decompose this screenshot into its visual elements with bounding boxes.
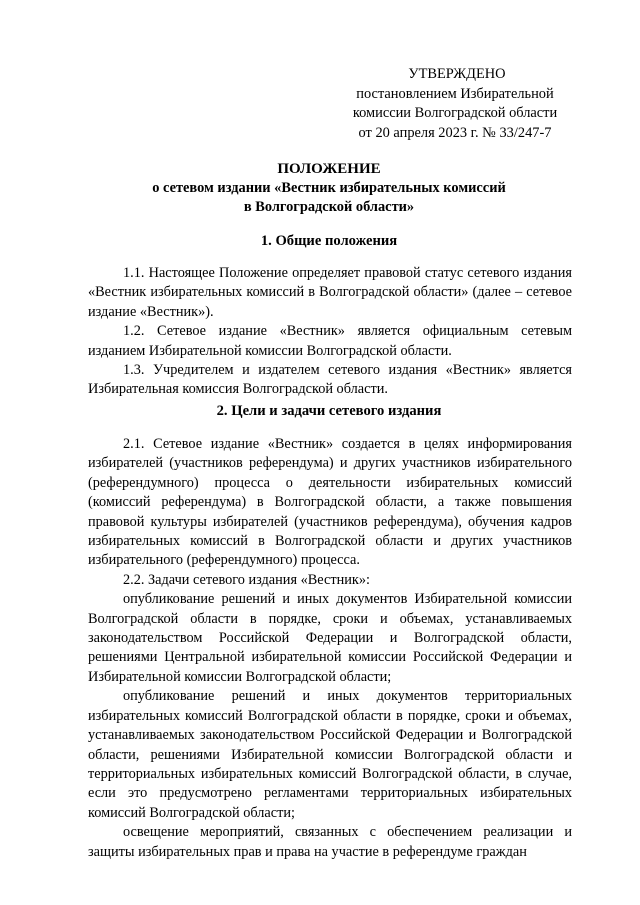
document-title-sub2: в Волгоградской области» — [243, 199, 415, 215]
paragraph-2-2: 2.2. Задачи сетевого издания «Вестник»: — [123, 571, 370, 588]
document-title-sub1: о сетевом издании «Вестник избирательных комиссий — [152, 180, 506, 196]
approval-line-commission: комиссии Волгоградской области — [352, 105, 558, 121]
section-1-heading: 1. Общие положения — [260, 233, 398, 249]
document-title-main: ПОЛОЖЕНИЕ — [277, 161, 381, 177]
approval-line-resolution: постановлением Избирательной — [356, 85, 554, 102]
paragraph-1-1: 1.1. Настоящее Положение определяет правовой статус сетевого издания «Вестник избирательных комиссий в Волгоградской области» (далее – сетевое издание «Вестник»). — [88, 265, 572, 320]
section-2-body — [88, 435, 572, 862]
paragraph-1-2: 1.2. Сетевое издание «Вестник» является официальным сетевым изданием Избирательной комиссии Волгоградской области. — [88, 323, 572, 359]
document-title — [88, 160, 570, 217]
section-2-heading: 2. Цели и задачи сетевого издания — [216, 403, 442, 419]
approval-line-approved: УТВЕРЖДЕНО — [408, 66, 506, 82]
paragraph-1-3: 1.3. Учредителем и издателем сетевого издания «Вестник» является Избирательная комиссия Волгоградской области. — [88, 362, 572, 398]
paragraph-2-2-item-2: опубликование решений и иных документов территориальных избирательных комиссий Волгоградской области в порядке, сроки и объемах, устанавливаемых законодательством Российской Федерации и Волгоградской области, решениями Избирательной комиссии Волгоградской области и территориальных избирательных комиссий Волгоградской области, в случае, если это предусмотрено регламентами территориальных избирательных комиссий Волгоградской области; — [88, 688, 572, 821]
paragraph-2-2-item-1: опубликование решений и иных документов Избирательной комиссии Волгоградской области в порядке, сроки и объемах, устанавливаемых законодательством Российской Федерации и Волгоградской области, решениями Центральной избирательной комиссии Российской Федерации и Избирательной комиссии Волгоградской области; — [88, 591, 572, 685]
paragraph-2-2-item-3: освещение мероприятий, связанных с обеспечением реализации и защиты избирательных прав и права на участие в референдуме граждан — [88, 824, 572, 860]
approval-stamp — [330, 65, 580, 143]
approval-line-date: от 20 апреля 2023 г. № 33/247-7 — [358, 124, 552, 141]
section-1-body — [88, 264, 572, 400]
paragraph-2-1: 2.1. Сетевое издание «Вестник» создается в целях информирования избирателей (участников референдума) и других участников избирательного (референдумного) процесса о деятельности избирательных комиссий (комиссий референдума) в Волгоградской области, а также повышения правовой культуры избирателей (участников референдума), обучения кадров избирательных комиссий в Волгоградской области и других участников избирательного (референдумного) процесса. — [88, 436, 572, 569]
